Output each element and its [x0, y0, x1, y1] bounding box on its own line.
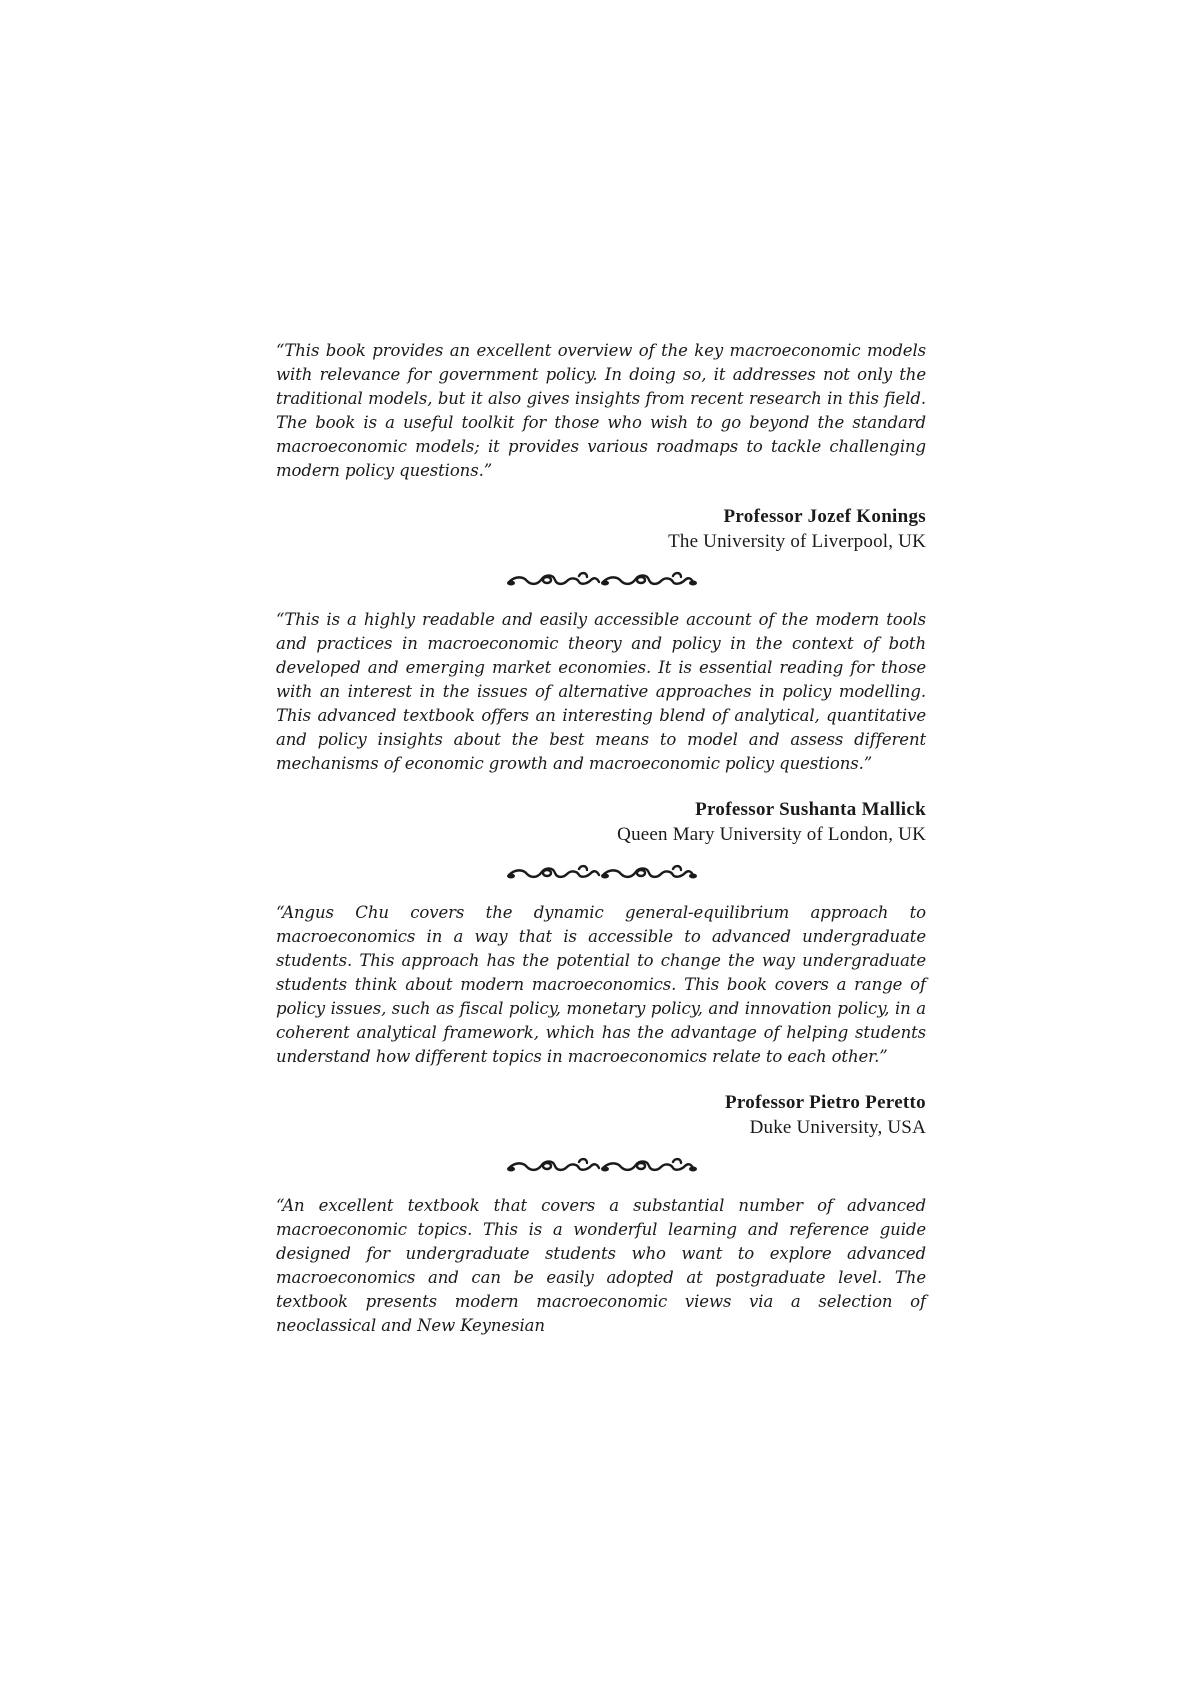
endorsement-partial	[276, 1194, 926, 1338]
endorsement-quote: “Angus Chu covers the dynamic general-equilibrium approach to macroeconomics in a way that is accessible to advanced undergraduate students. This approach has the potential to change the way undergraduate students think about modern macroeconomics. This book covers a range of policy issues, such as fiscal policy, monetary policy, and innovation policy, in a coherent analytical framework, which has the advantage of helping students understand how different topics in macroeconomics relate to each other.”	[276, 903, 926, 1066]
endorsement-konings	[276, 339, 926, 554]
endorsements-page	[276, 339, 926, 1338]
flourish-divider-icon	[501, 568, 701, 590]
endorser-name: Professor Jozef Konings	[723, 506, 926, 527]
endorsement-quote: “This book provides an excellent overview of the key macroeconomic models with relevance for government policy. In doing so, it addresses not only the traditional models, but it also gives insights from recent research in this field. The book is a useful toolkit for those who wish to go beyond the standard macroeconomic models; it provides various roadmaps to tackle challenging modern policy questions.”	[276, 341, 926, 480]
endorsement-peretto	[276, 901, 926, 1140]
flourish-divider-icon	[501, 861, 701, 883]
endorsement-mallick	[276, 608, 926, 847]
endorser-name: Professor Pietro Peretto	[725, 1092, 926, 1113]
endorsement-attribution	[276, 797, 926, 847]
endorser-name: Professor Sushanta Mallick	[695, 799, 926, 820]
endorsement-attribution	[276, 1090, 926, 1140]
endorser-affiliation: Queen Mary University of London, UK	[617, 824, 926, 845]
endorsement-attribution	[276, 504, 926, 554]
endorser-affiliation: The University of Liverpool, UK	[668, 531, 926, 552]
flourish-divider-icon	[501, 1154, 701, 1176]
endorsement-quote: “An excellent textbook that covers a substantial number of advanced macroeconomic topics. This is a wonderful learning and reference guide designed for undergraduate students who want to explore advanced macroeconomics and can be easily adopted at postgraduate level. The textbook presents modern macroeconomic views via a selection of neoclassical and New Keynesian	[276, 1196, 926, 1335]
endorsement-quote: “This is a highly readable and easily accessible account of the modern tools and practices in macroeconomic theory and policy in the context of both developed and emerging market economies. It is essential reading for those with an interest in the issues of alternative approaches in policy modelling. This advanced textbook offers an interesting blend of analytical, quantitative and policy insights about the best means to model and assess different mechanisms of economic growth and macroeconomic policy questions.”	[276, 610, 926, 773]
endorser-affiliation: Duke University, USA	[749, 1117, 926, 1138]
